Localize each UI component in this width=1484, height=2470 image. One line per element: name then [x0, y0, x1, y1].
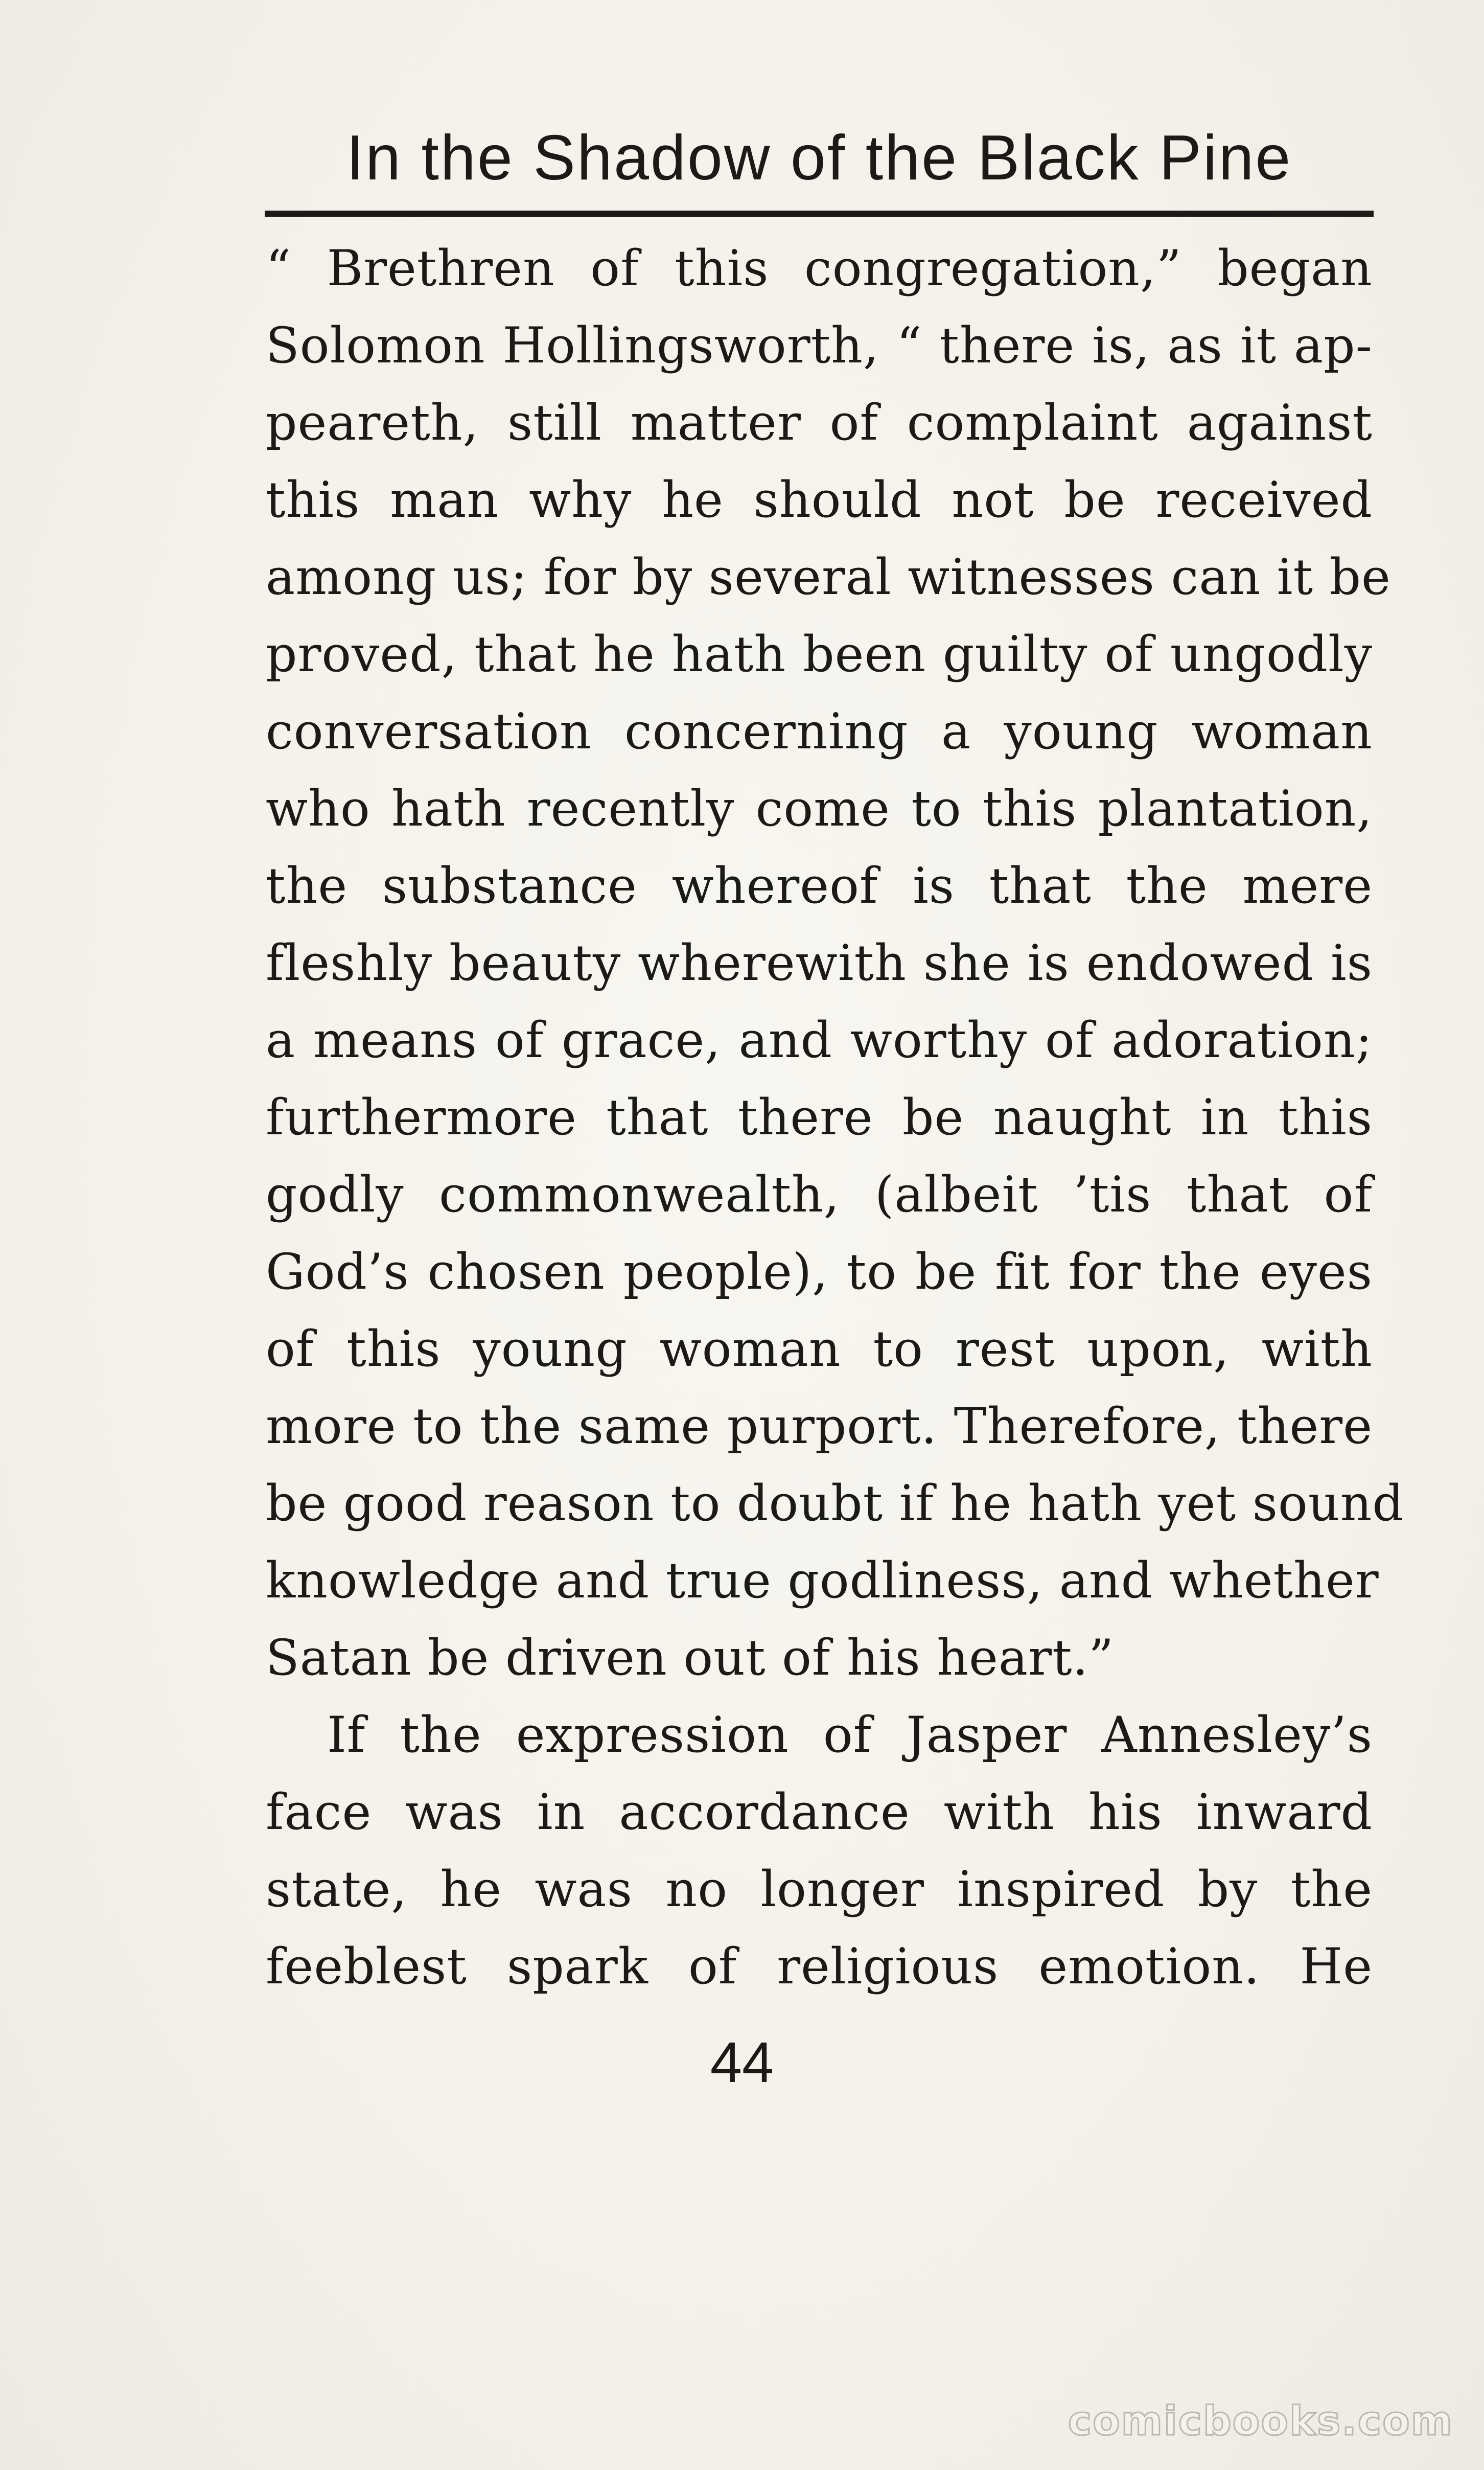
running-head: In the Shadow of the Black Pine — [346, 123, 1292, 193]
text-line: among us; for by several witnesses can it be — [266, 548, 1391, 606]
text-line: more to the same purport. Therefore, there — [266, 1398, 1373, 1455]
text-line: proved, that he hath been guilty of ungodly — [266, 626, 1373, 683]
text-line: knowledge and true godliness, and whether — [266, 1552, 1379, 1609]
text-line: If the expression of Jasper Annesley’s — [327, 1706, 1373, 1764]
text-line: who hath recently come to this plantation, — [266, 780, 1373, 837]
text-line: state, he was no longer inspired by the — [266, 1861, 1373, 1918]
text-line: godly commonwealth, (albeit ’tis that of — [266, 1166, 1373, 1223]
text-line: Satan be driven out of his heart.” — [266, 1629, 1115, 1686]
text-line: peareth, still matter of complaint against — [266, 394, 1373, 451]
text-line: face was in accordance with his inward — [266, 1783, 1373, 1841]
body-text — [266, 230, 1404, 2005]
text-line: conversation concerning a young woman — [266, 703, 1373, 760]
text-line: feeblest spark of religious emotion. He — [266, 1938, 1373, 1995]
text-line: God’s chosen people), to be fit for the eyes — [266, 1243, 1373, 1300]
text-line: fleshly beauty wherewith she is endowed is — [266, 934, 1373, 992]
text-line: the substance whereof is that the mere — [266, 857, 1373, 914]
page-number: 44 — [710, 2030, 774, 2094]
watermark: comicbooks.com — [1068, 2398, 1453, 2444]
text-line: of this young woman to rest upon, with — [266, 1320, 1373, 1378]
text-line: be good reason to doubt if he hath yet sound — [266, 1475, 1404, 1532]
header-rule — [265, 211, 1374, 217]
text-line: this man why he should not be received — [266, 471, 1373, 529]
text-line: furthermore that there be naught in this — [266, 1089, 1373, 1146]
text-line: Solomon Hollingsworth, “ there is, as it ap- — [266, 317, 1373, 374]
text-line: “ Brethren of this congregation,” began — [266, 240, 1373, 297]
text-line: a means of grace, and worthy of adoration; — [266, 1012, 1373, 1069]
